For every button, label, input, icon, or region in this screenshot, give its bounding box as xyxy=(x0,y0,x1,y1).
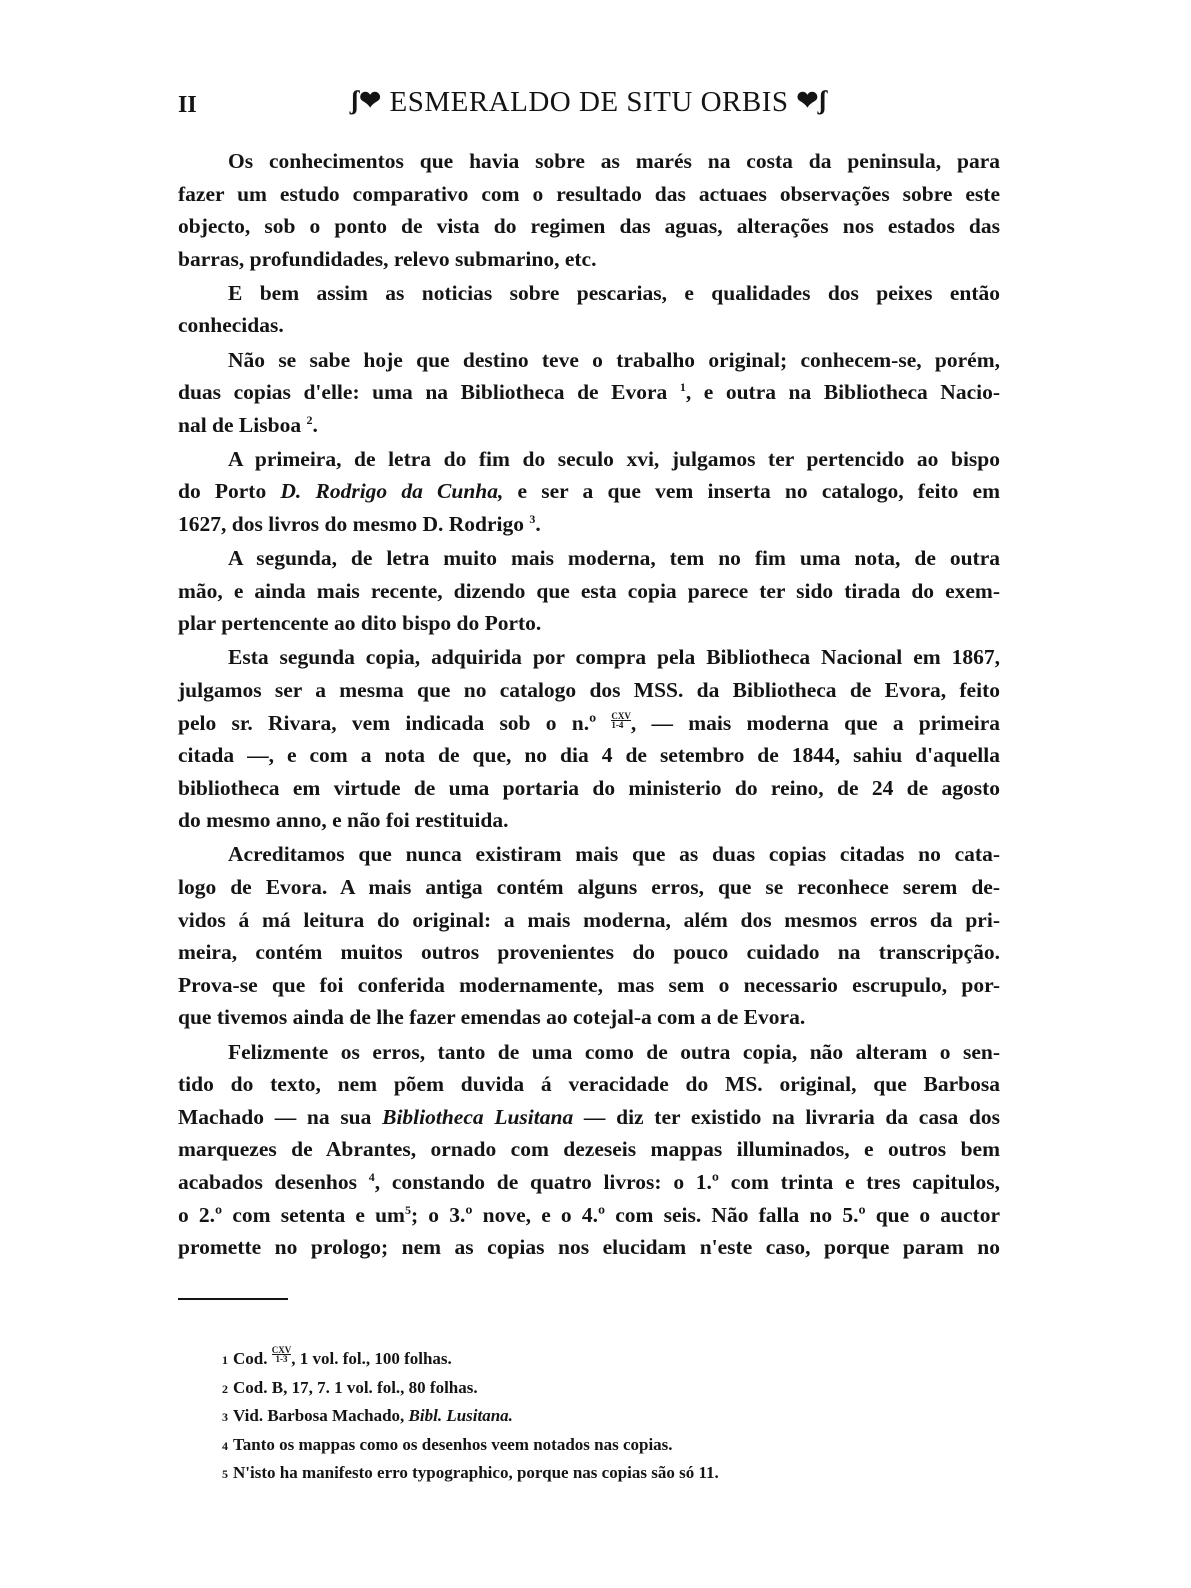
text-run: julgamos ser a mesma que no catalogo dos MSS. da Bibliotheca de Evora, feito xyxy=(178,678,1000,702)
paragraph xyxy=(178,641,1000,837)
text-run: Os conhecimentos que havia sobre as marés na costa da peninsula, para xyxy=(228,149,1000,173)
text-run: conhecidas. xyxy=(178,313,284,338)
text-line xyxy=(178,508,1000,541)
text-run: A primeira, de letra do fim do seculo xvi, julgamos ter pertencido ao bispo xyxy=(228,446,1000,471)
text-line xyxy=(178,1001,1000,1034)
text-line xyxy=(178,1133,1000,1166)
footnote-number: 4 xyxy=(222,1438,228,1453)
fraction-numerator: CXV xyxy=(611,710,631,721)
footnote-number: 5 xyxy=(222,1467,228,1481)
paragraph xyxy=(178,542,1000,640)
text-run: do mesmo anno, e não foi restituida. xyxy=(178,808,509,833)
text-line xyxy=(178,969,1000,1002)
text-run: duas copias d'elle: uma na Bibliotheca de Evora xyxy=(178,380,680,405)
fraction-denominator: 1-4 xyxy=(611,719,624,730)
text-line xyxy=(178,575,1000,608)
text-line xyxy=(178,838,1000,871)
footnote xyxy=(222,1459,719,1488)
footnote-separator xyxy=(178,1298,288,1300)
paragraph xyxy=(178,145,1000,275)
footnote-ref: 4 xyxy=(368,1169,375,1184)
text-run: 1627, dos livros do mesmo D. Rodrigo xyxy=(178,512,530,537)
text-run: A segunda, de letra muito mais moderna, tem no fim uma nota, de outra xyxy=(228,546,1000,571)
text-run: logo de Evora. A mais antiga contém alguns erros, que se reconhece serem de- xyxy=(178,875,1000,900)
text-run: e ser a que vem inserta no catalogo, feito em xyxy=(503,479,1001,504)
footnote-ref: 2 xyxy=(306,412,313,427)
paragraph xyxy=(178,443,1000,541)
text-run: nal de Lisboa xyxy=(178,412,307,437)
paragraph xyxy=(178,838,1000,1034)
footnote xyxy=(222,1431,719,1460)
text-run: barras, profundidades, relevo submarino, etc. xyxy=(178,246,597,271)
fraction-denominator: 1-3 xyxy=(275,1354,288,1364)
running-title xyxy=(178,86,1000,119)
text-line xyxy=(178,1068,1000,1101)
text-line xyxy=(178,210,1000,243)
ornament-right-icon: ❤ʃ xyxy=(796,86,828,115)
text-run: ; o 3.º nove, e o 4.º com seis. Não falla no 5.º que o auctor xyxy=(410,1202,1000,1227)
text-line xyxy=(178,1199,1000,1232)
text-run: acabados desenhos xyxy=(178,1169,369,1194)
page-number: II xyxy=(178,92,197,118)
text-run: — diz ter existido na livraria da casa dos xyxy=(573,1104,1000,1129)
paragraph xyxy=(178,1036,1000,1264)
text-run: Acreditamos que nunca existiram mais que as duas copias citadas no cata- xyxy=(228,842,1000,867)
italic-text: Bibliotheca Lusitana xyxy=(382,1104,574,1129)
footnote xyxy=(222,1402,719,1431)
footnotes xyxy=(222,1345,719,1488)
text-line xyxy=(178,1101,1000,1134)
text-line xyxy=(178,178,1000,211)
text-line xyxy=(178,641,1000,674)
text-line xyxy=(178,1231,1000,1264)
text-run: , constando de quatro livros: o 1.º com trinta e tres capitulos, xyxy=(374,1169,1000,1194)
ornament-left-icon: ʃ❤ xyxy=(350,86,382,115)
text-line xyxy=(178,1036,1000,1069)
footnote-ref: 1 xyxy=(679,380,686,395)
text-run: E bem assim as noticias sobre pescarias, e qualidades dos peixes então xyxy=(228,280,1000,305)
text-run: promette no prologo; nem as copias nos elucidam n'este caso, porque param no xyxy=(178,1235,1000,1260)
text-run: Cod. xyxy=(233,1349,272,1368)
footnote-number: 3 xyxy=(222,1410,228,1424)
text-line xyxy=(178,443,1000,476)
text-line xyxy=(178,674,1000,707)
text-line xyxy=(178,344,1000,377)
italic-text: Bibl. Lusitana. xyxy=(408,1406,513,1425)
text-run: . xyxy=(535,512,541,537)
text-run: meira, contém muitos outros provenientes do pouco cuidado na transcripção. xyxy=(178,940,1000,965)
text-run: marquezes de Abrantes, ornado com dezeseis mappas illuminados, e outros bem xyxy=(178,1137,1000,1162)
text-run: pelo sr. Rivara, vem indicada sob o n.º xyxy=(178,710,612,735)
text-line xyxy=(178,376,1000,409)
text-run: que tivemos ainda de lhe fazer emendas ao cotejal-a com a de Evora. xyxy=(178,1005,806,1030)
paragraph xyxy=(178,277,1000,342)
fraction-numerator: CXV xyxy=(271,1345,292,1355)
footnote-ref: 3 xyxy=(529,512,536,527)
text-line xyxy=(178,871,1000,904)
body-text xyxy=(178,145,1000,1265)
text-run: , — mais moderna que a primeira xyxy=(630,710,1000,735)
text-run: Prova-se que foi conferida modernamente, mas sem o necessario escrupulo, por- xyxy=(178,972,1000,997)
text-run: objecto, sob o ponto de vista do regimen das aguas, alterações nos estados das xyxy=(178,214,1000,239)
text-run: Não se sabe hoje que destino teve o trabalho original; conhecem-se, porém, xyxy=(228,347,1000,372)
text-line xyxy=(178,607,1000,640)
text-run: , e outra na Bibliotheca Nacio- xyxy=(685,380,1000,405)
italic-text: D. Rodrigo da Cunha, xyxy=(280,479,504,504)
footnote xyxy=(222,1345,719,1374)
text-run: citada —, e com a nota de que, no dia 4 de setembro de 1844, sahiu d'aquella xyxy=(178,743,1000,768)
text-line xyxy=(178,277,1000,310)
text-run: Felizmente os erros, tanto de uma como de outra copia, não alteram o sen- xyxy=(228,1039,1000,1064)
text-line xyxy=(178,804,1000,837)
page-header xyxy=(178,86,1000,130)
footnote xyxy=(222,1374,719,1403)
text-run: vidos á má leitura do original: a mais moderna, além dos mesmos erros da pri- xyxy=(178,907,1000,932)
text-run: , 1 vol. fol., 100 folhas. xyxy=(291,1349,452,1368)
text-run: o 2.º com setenta e um xyxy=(178,1202,405,1227)
text-line xyxy=(178,904,1000,937)
catalog-fraction xyxy=(611,712,631,729)
text-line xyxy=(178,309,1000,342)
footnote-number: 2 xyxy=(222,1381,228,1396)
text-run: Machado — na sua xyxy=(178,1104,383,1129)
text-run: . xyxy=(312,412,318,437)
text-run: Cod. B, 17, 7. 1 vol. fol., 80 folhas. xyxy=(233,1377,478,1397)
text-run: Vid. Barbosa Machado, xyxy=(233,1406,409,1425)
text-line xyxy=(178,707,1000,740)
text-line xyxy=(178,409,1000,442)
text-line xyxy=(178,1166,1000,1199)
text-run: bibliotheca em virtude de uma portaria do ministerio do reino, de 24 de agosto xyxy=(178,775,1000,800)
footnote-ref: 5 xyxy=(404,1202,411,1217)
text-run: fazer um estudo comparativo com o resultado das actuaes observações sobre este xyxy=(178,181,1000,206)
paragraph xyxy=(178,344,1000,442)
text-run: Esta segunda copia, adquirida por compra pela Bibliotheca Nacional em 1867, xyxy=(228,645,1000,670)
text-run: tido do texto, nem põem duvida á veracidade do MS. original, que Barbosa xyxy=(178,1072,1000,1097)
text-line xyxy=(178,936,1000,969)
text-line xyxy=(178,243,1000,276)
text-run: mão, e ainda mais recente, dizendo que esta copia parece ter sido tirada do exem- xyxy=(178,578,1000,603)
catalog-fraction xyxy=(272,1346,292,1363)
text-line xyxy=(178,475,1000,508)
text-line xyxy=(178,145,1000,178)
text-line xyxy=(178,772,1000,805)
text-line xyxy=(178,739,1000,772)
footnote-number: 1 xyxy=(222,1353,228,1367)
text-run: plar pertencente ao dito bispo do Porto. xyxy=(178,611,542,636)
running-title-text: ESMERALDO DE SITU ORBIS xyxy=(389,86,789,118)
text-run: N'isto ha manifesto erro typographico, porque nas copias são só 11. xyxy=(233,1463,719,1482)
text-line xyxy=(178,542,1000,575)
text-run: do Porto xyxy=(178,479,281,504)
text-run: Tanto os mappas como os desenhos veem notados nas copias. xyxy=(233,1434,673,1454)
